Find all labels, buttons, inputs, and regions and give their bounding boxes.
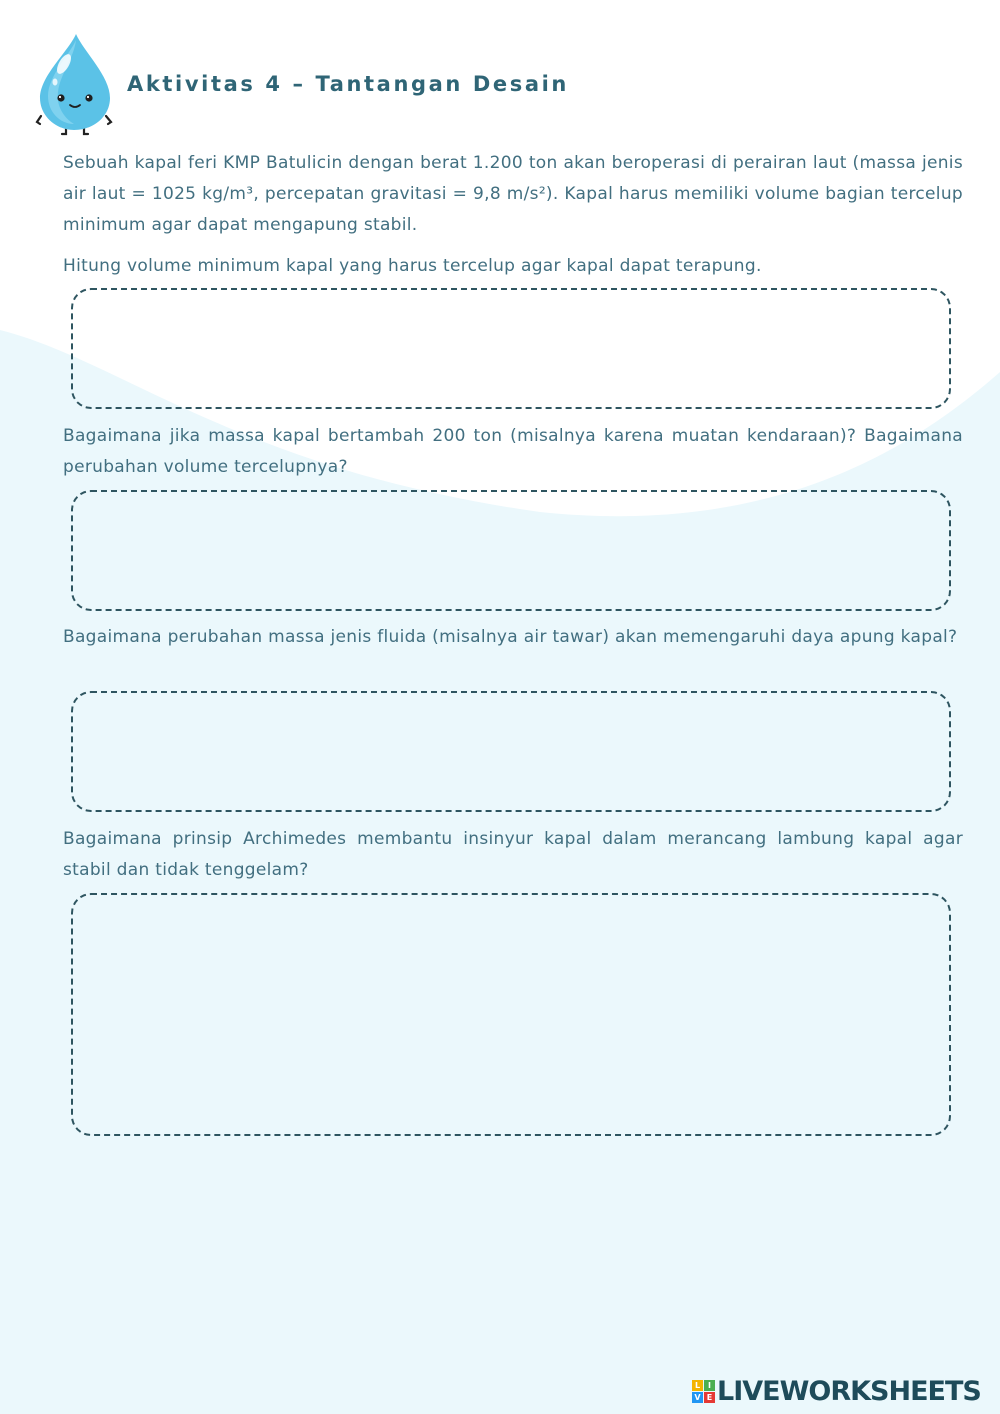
answer-box-4[interactable]	[71, 893, 951, 1136]
logo-letter-e: E	[704, 1392, 715, 1403]
logo-letter-v: V	[692, 1392, 703, 1403]
brand-name: LIVEWORKSHEETS	[717, 1375, 981, 1407]
question-4: Bagaimana prinsip Archimedes membantu insinyur kapal dalam merancang lambung kapal agar stabil dan tidak tenggelam?	[63, 829, 963, 880]
logo-letter-l: L	[692, 1380, 703, 1391]
question-1: Hitung volume minimum kapal yang harus tercelup agar kapal dapat terapung.	[63, 256, 762, 276]
liveworksheets-logo-icon	[692, 1380, 715, 1403]
answer-box-2[interactable]	[71, 490, 951, 611]
logo-letter-i: I	[704, 1380, 715, 1391]
liveworksheets-logo[interactable]	[692, 1374, 981, 1408]
question-3: Bagaimana perubahan massa jenis fluida (misalnya air tawar) akan memengaruhi daya apung kapal?	[63, 627, 958, 647]
answer-box-1[interactable]	[71, 288, 951, 409]
worksheet-title: Aktivitas 4 – Tantangan Desain	[127, 72, 569, 96]
problem-statement: Sebuah kapal feri KMP Batulicin dengan berat 1.200 ton akan beroperasi di perairan laut (massa jenis air laut = 1025 kg/m³, percepatan gravitasi = 9,8 m/s²). Kapal harus memiliki volume bagian tercelup minimum agar dapat mengapung stabil.	[63, 153, 963, 235]
water-drop-mascot-icon	[34, 32, 120, 138]
answer-box-3[interactable]	[71, 691, 951, 812]
question-2: Bagaimana jika massa kapal bertambah 200 ton (misalnya karena muatan kendaraan)? Bagaimana perubahan volume tercelupnya?	[63, 426, 963, 477]
